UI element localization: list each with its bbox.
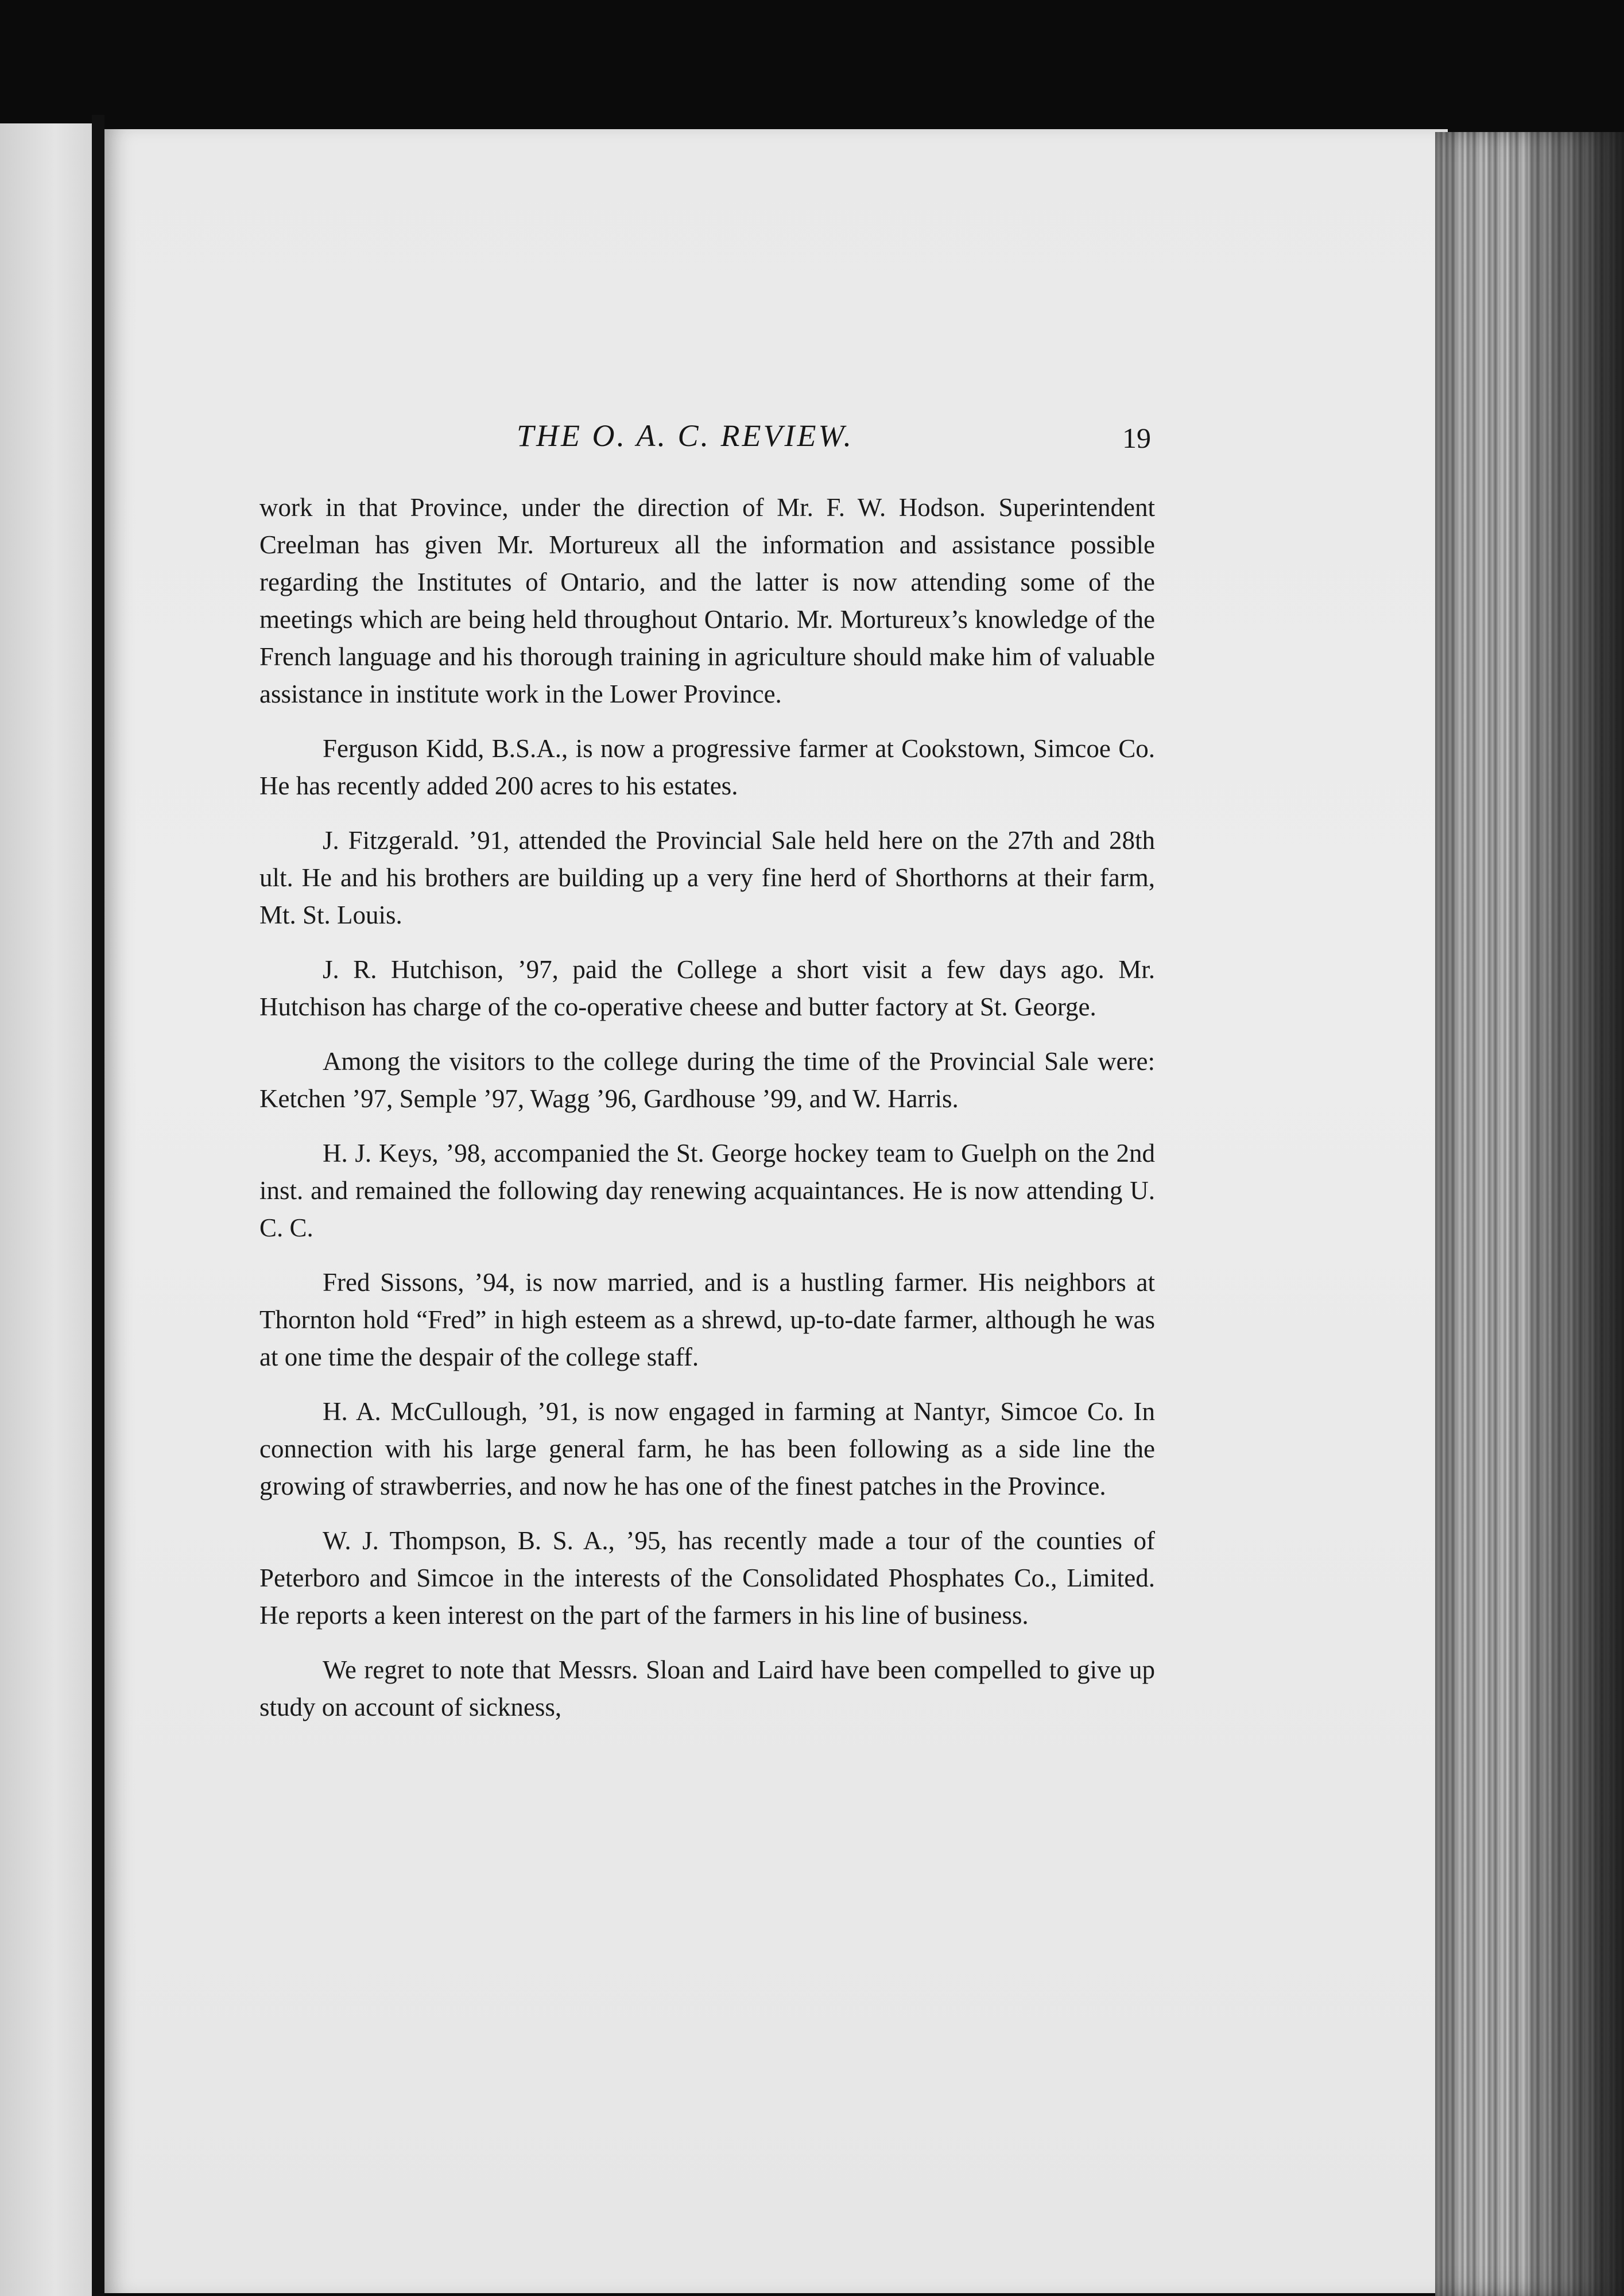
paragraph-thompson: W. J. Thompson, B. S. A., ’95, has recently made a tour of the counties of Peterboro and Simcoe in the interests of the Consolidated Phosphates Co., Limited. He reports a keen interest on the part of the farmers in his line of business. (259, 1526, 1155, 1630)
paragraph-keys: H. J. Keys, ’98, accompanied the St. George hockey team to Guelph on the 2nd inst. and remained the following day renewing acquaintances. He is now attending U. C. C. (259, 1139, 1155, 1242)
article-body (259, 489, 1155, 1743)
paragraph-sissons: Fred Sissons, ’94, is now married, and is a hustling farmer. His neighbors at Thornton hold “Fred” in high esteem as a shrewd, up-to-date farmer, although he was at one time the despair of the college staff. (259, 1268, 1155, 1371)
journal-title: THE O. A. C. REVIEW. (517, 418, 854, 453)
paragraph-fitzgerald: J. Fitzgerald. ’91, attended the Provincial Sale held here on the 27th and 28th ult. He and his brothers are building up a very fine herd of Shorthorns at their farm, Mt. St. Louis. (259, 826, 1155, 929)
paragraph-sloan-laird: We regret to note that Messrs. Sloan and Laird have been compelled to give up study on account of sickness, (259, 1655, 1155, 1721)
paragraph-continued: work in that Province, under the direction of Mr. F. W. Hodson. Superintendent Creelman has given Mr. Mortureux all the information and assistance possible regarding the Institutes of Ontario, and the latter is now attending some of the meetings which are being held throughout Ontario. Mr. Mortureux’s knowledge of the French language and his thorough training in agriculture should make him of valuable assistance in institute work in the Lower Province. (259, 493, 1155, 708)
page-number: 19 (1122, 422, 1151, 454)
paragraph-visitors: Among the visitors to the college during the time of the Provincial Sale were: Ketchen ’97, Semple ’97, Wagg ’96, Gardhouse ’99, and W. Harris. (259, 1047, 1155, 1113)
running-header (0, 418, 1624, 464)
paragraph-kidd: Ferguson Kidd, B.S.A., is now a progressive farmer at Cookstown, Simcoe Co. He has recently added 200 acres to his estates. (259, 734, 1155, 800)
paragraph-mccullough: H. A. McCullough, ’91, is now engaged in farming at Nantyr, Simcoe Co. In connection with his large general farm, he has been following as a side line the growing of strawberries, and now he has one of the finest patches in the Province. (259, 1397, 1155, 1500)
paragraph-hutchison: J. R. Hutchison, ’97, paid the College a short visit a few days ago. Mr. Hutchison has charge of the co-operative cheese and butter factory at St. George. (259, 955, 1155, 1021)
